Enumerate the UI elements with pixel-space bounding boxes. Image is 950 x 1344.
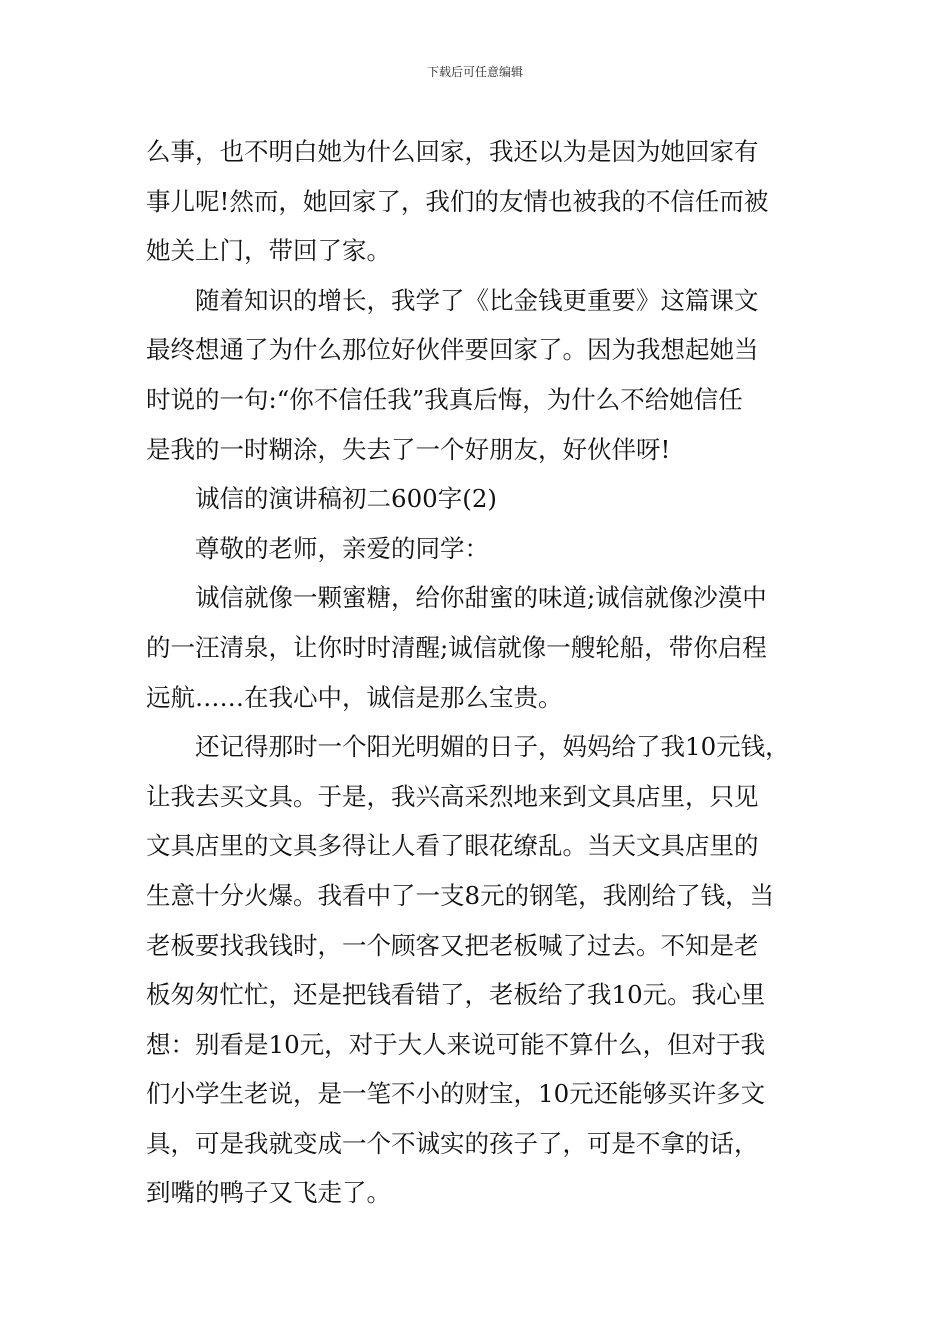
text-line: 时说的一句:“你不信任我”我真后悔，为什么不给她信任 [146,384,743,414]
text-line: 诚信的演讲稿初二600字(2) [195,484,497,514]
text-line: 还记得那时一个阳光明媚的日子，妈妈给了我10元钱， [195,732,790,762]
text-line: 随着知识的增长，我学了《比金钱更重要》这篇课文 [195,285,759,315]
text-line: 她关上门，带回了家。 [146,236,391,266]
text-line: 的一汪清泉，让你时时清醒;诚信就像一艘轮船，带你启程 [146,632,767,662]
text-line: 文具店里的文具多得让人看了眼花缭乱。当天文具店里的 [146,831,759,861]
document-body [146,127,836,1218]
text-line: 么事，也不明白她为什么回家，我还以为是因为她回家有 [146,137,759,166]
text-line: 让我去买文具。于是，我兴高采烈地来到文具店里，只见 [146,781,759,811]
text-line: 老板要找我钱时，一个顾客又把老板喊了过去。不知是老 [146,930,759,960]
text-line: 想：别看是10元，对于大人来说可能不算什么，但对于我 [146,1029,766,1059]
text-line: 到嘴的鸭子又飞走了。 [146,1178,391,1208]
text-line: 板匆匆忙忙，还是把钱看错了，老板给了我10元。我心里 [146,980,766,1010]
text-line: 们小学生老说，是一笔不小的财宝，10元还能够买许多文 [146,1079,766,1109]
text-line: 诚信就像一颗蜜糖，给你甜蜜的味道;诚信就像沙漠中 [195,583,767,613]
text-line: 事儿呢!然而，她回家了，我们的友情也被我的不信任而被 [146,186,769,216]
text-line: 尊敬的老师，亲爱的同学： [195,533,489,563]
page-header: 下载后可任意编辑 [426,65,523,79]
text-line: 具，可是我就变成一个不诚实的孩子了，可是不拿的话， [146,1128,759,1158]
text-line: 生意十分火爆。我看中了一支8元的钢笔，我刚给了钱，当 [146,880,775,910]
text-line: 最终想通了为什么那位好伙伴要回家了。因为我想起她当 [146,335,759,365]
text-line: 是我的一时糊涂，失去了一个好朋友，好伙伴呀! [146,434,671,464]
text-line: 远航……在我心中，诚信是那么宝贵。 [146,682,563,712]
